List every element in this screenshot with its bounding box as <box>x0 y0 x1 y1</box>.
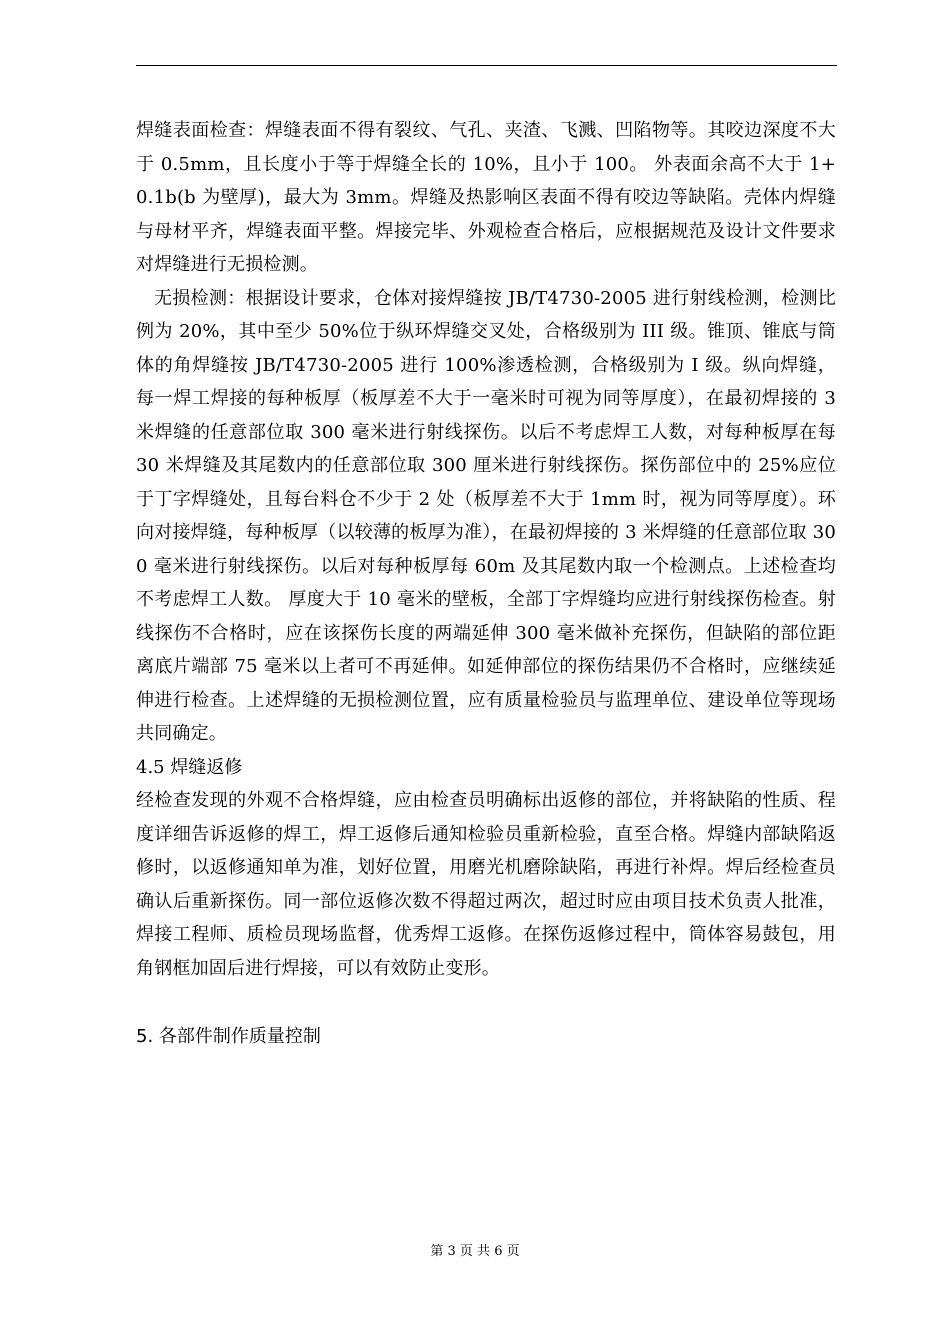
document-body <box>136 114 836 1054</box>
section-heading-5: 5. 各部件制作质量控制 <box>136 1026 321 1047</box>
blank-line <box>136 985 836 1020</box>
paragraph-weld-repair: 经检查发现的外观不合格焊缝，应由检查员明确标出返修的部位，并将缺陷的性质、程度详细告诉返修的焊工，焊工返修后通知检验员重新检验，直至合格。焊缝内部缺陷返修时，以返修通知单为准，划好位置，用磨光机磨除缺陷，再进行补焊。焊后经检查员确认后重新探伤。同一部位返修次数不得超过两次，超过时应由项目技术负责人批准，焊接工程师、质检员现场监督，优秀焊工返修。在探伤返修过程中，筒体容易鼓包，用角钢框加固后进行焊接，可以有效防止变形。 <box>136 790 836 979</box>
page-number: 第 3 页 共 6 页 <box>430 1244 520 1259</box>
section-heading-4-5: 4.5 焊缝返修 <box>136 756 243 778</box>
paragraph-nondestructive-testing: 无损检测：根据设计要求，仓体对接焊缝按 JB/T4730-2005 进行射线检测，检测比例为 20%，其中至少 50%位于纵环焊缝交叉处，合格级别为 III 级。锥顶、锥底与筒体的角焊缝按 JB/T4730-2005 进行 100%渗透检测，合格级别为 I 级。纵向焊缝，每一焊工焊接的每种板厚（板厚差不大于一毫米时可视为同等厚度），在最初焊接的 3 米焊缝的任意部位取 300 毫米进行射线探伤。以后不考虑焊工人数，对每种板厚在每 30 米焊缝及其尾数内的任意部位取 300 厘米进行射线探伤。探伤部位中的 25%应位于丁字焊缝处，且每台料仓不少于 2 处（板厚差不大于 1mm 时，视为同等厚度）。环向对接焊缝，每种板厚（以较薄的板厚为准），在最初焊接的 3 米焊缝的任意部位取 300 毫米进行射线探伤。以后对每种板厚每 60m 及其尾数内取一个检测点。上述检查均不考虑焊工人数。 厚度大于 10 毫米的壁板，全部丁字焊缝均应进行射线探伤检查。射线探伤不合格时，应在该探伤长度的两端延伸 300 毫米做补充探伤，但缺陷的部位距离底片端部 75 毫米以上者可不再延伸。如延伸部位的探伤结果仍不合格时，应继续延伸进行检查。上述焊缝的无损检测位置，应有质量检验员与监理单位、建设单位等现场共同确定。 <box>136 287 836 744</box>
header-rule <box>136 65 837 66</box>
paragraph-surface-inspection: 焊缝表面检查：焊缝表面不得有裂纹、气孔、夹渣、飞溅、凹陷物等。其咬边深度不大于 0.5mm，且长度小于等于焊缝全长的 10%，且小于 100。 外表面余高不大于 1+0.1b(b 为壁厚)，最大为 3mm。焊缝及热影响区表面不得有咬边等缺陷。壳体内焊缝与母材平齐，焊缝表面平整。焊接完毕、外观检查合格后，应根据规范及设计文件要求对焊缝进行无损检测。 <box>136 120 836 275</box>
